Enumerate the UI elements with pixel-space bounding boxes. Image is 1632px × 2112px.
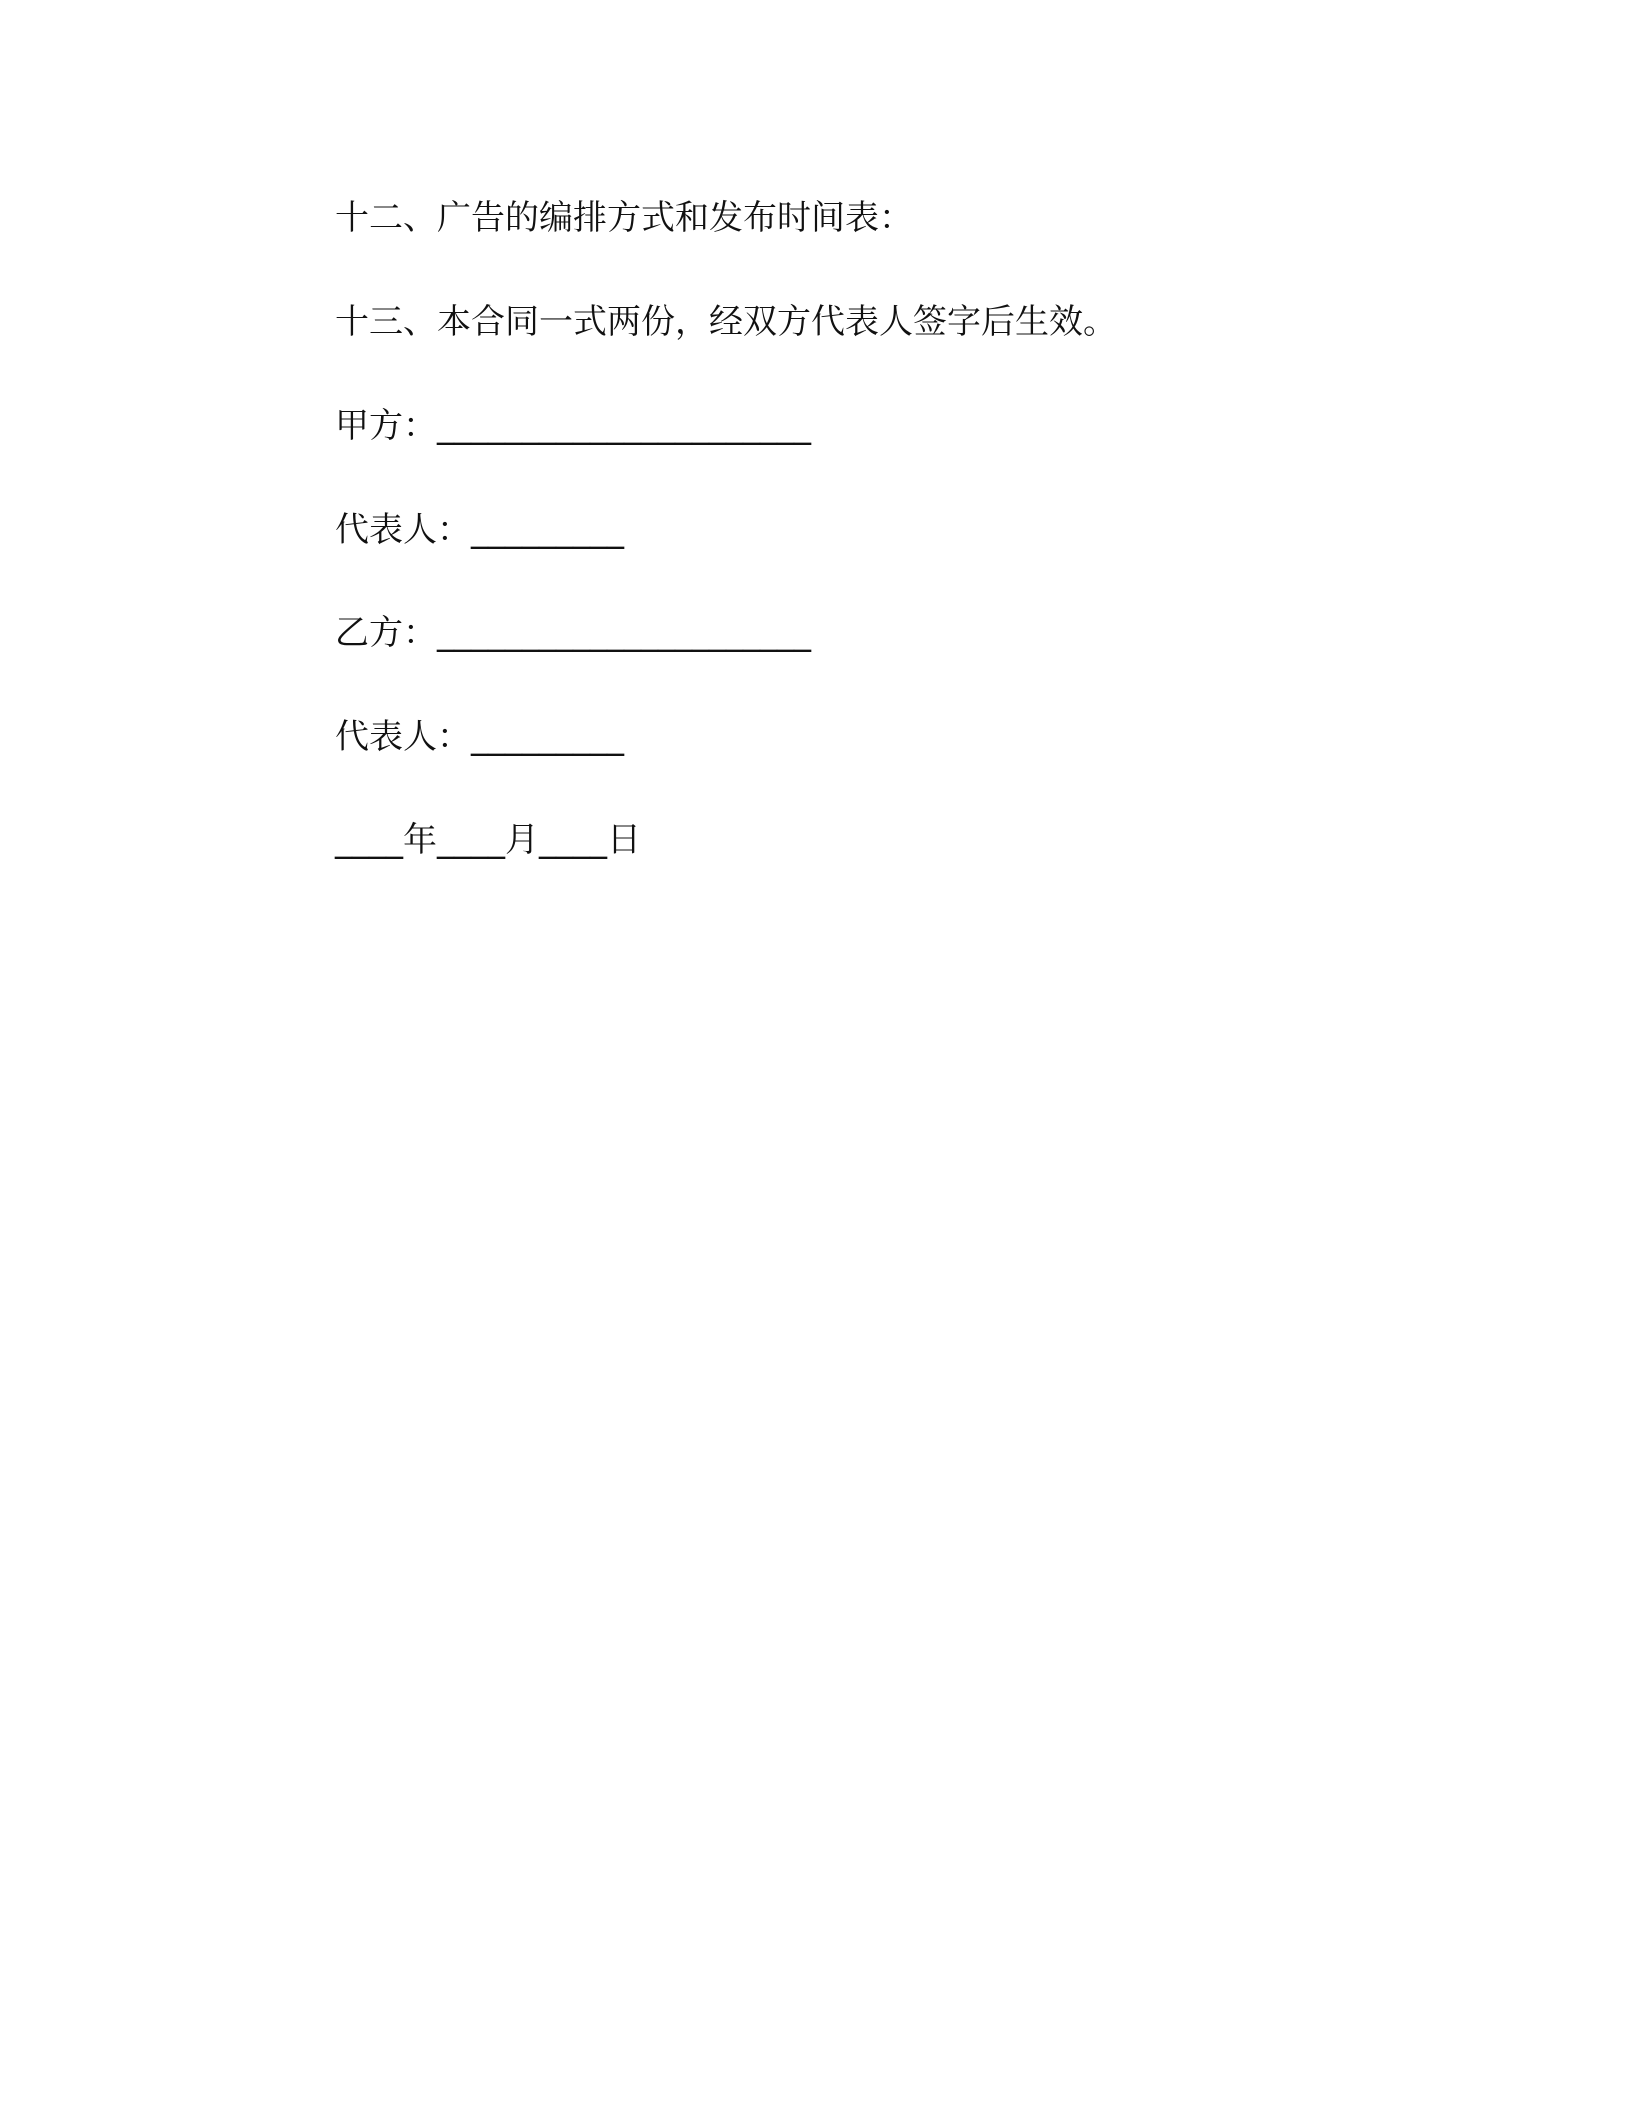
party-a-line: 甲方：______________________	[335, 406, 811, 446]
party-a-representative-line: 代表人：_________	[335, 510, 624, 550]
party-b-line: 乙方：______________________	[335, 613, 811, 653]
clause-13-text: 十三、本合同一式两份，经双方代表人签字后生效。	[335, 302, 1117, 342]
clause-12-text: 十二、广告的编排方式和发布时间表：	[335, 198, 913, 238]
party-b-representative-line: 代表人：_________	[335, 717, 624, 757]
date-line: ____年____月____日	[335, 820, 641, 860]
